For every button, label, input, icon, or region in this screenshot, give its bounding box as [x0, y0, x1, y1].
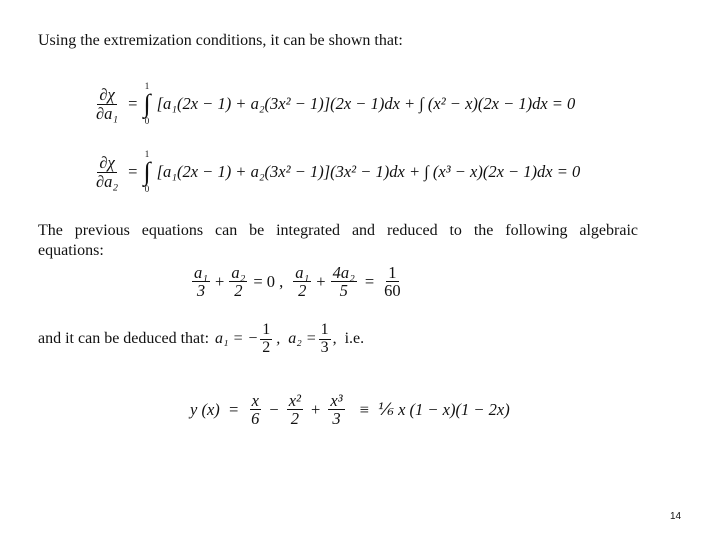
integral-lower-limit: 0	[144, 184, 150, 194]
integral-lower-limit: 0	[144, 116, 150, 126]
deduction-text: and it can be deduced that:	[38, 330, 210, 348]
a2-label: , a₂ =	[276, 330, 317, 348]
derivative-denominator: ∂a₁	[96, 103, 119, 123]
integral-2	[143, 150, 150, 194]
fraction: $\frac{\text{a₂}}{2}$	[231, 263, 246, 301]
plus-sign: +	[316, 271, 326, 291]
final-equation	[190, 392, 510, 428]
equals-sign: =	[364, 271, 375, 291]
a1-value: $\frac{1}{2}$	[262, 321, 271, 356]
integral-upper-limit: 1	[144, 149, 150, 159]
a1-label: a₁ = −	[215, 330, 259, 348]
final-rhs: ≡ ⅙ x (1 − x)(1 − 2x)	[358, 399, 510, 419]
equals-sign: =	[128, 162, 138, 181]
plus-sign: +	[311, 399, 321, 419]
fraction: $\frac{\text{x²}}{2}$	[288, 391, 301, 429]
ie-text: , i.e.	[332, 330, 365, 348]
derivative-numerator: ∂χ	[99, 85, 115, 105]
y-of-x-label: y (x) =	[190, 399, 240, 419]
integral-upper-limit: 1	[144, 81, 150, 91]
paragraph-line-2: equations:	[38, 242, 104, 259]
equation-2-body: [a₁(2x − 1) + a₂(3x² − 1)](3x² − 1)dx + ∫ (x³ − x)(2x − 1)dx = 0	[156, 162, 581, 181]
equation-1-body: [a₁(2x − 1) + a₂(3x² − 1)](2x − 1)dx + ∫ (x² − x)(2x − 1)dx = 0	[156, 94, 576, 113]
paragraph-line-1: The previous equations can be integrated and reduced to the following algebraic	[38, 222, 638, 239]
algebraic-equations	[190, 264, 405, 300]
equation-1	[92, 80, 575, 128]
minus-sign: −	[269, 399, 279, 419]
equation-separator: = 0 ,	[253, 271, 284, 291]
integral-sign-icon: ∫	[143, 89, 151, 118]
integral-1	[143, 82, 150, 126]
derivative-denominator: ∂a₂	[96, 171, 119, 191]
fraction: $\frac{\text{a₁}}{3}$	[194, 263, 208, 301]
fraction: $\frac{\text{x³}}{3}$	[330, 391, 343, 429]
fraction: $\frac{x}{6}$	[251, 391, 260, 429]
fraction: $\frac{\text{a₁}}{2}$	[295, 263, 310, 301]
intro-text: Using the extremization conditions, it can be shown that:	[38, 32, 403, 49]
integral-sign-icon: ∫	[143, 157, 151, 186]
derivative-numerator: ∂χ	[99, 153, 115, 173]
equation-2	[92, 148, 580, 196]
partial-derivative-1	[94, 86, 120, 122]
a2-value: $\frac{1}{3}$	[320, 321, 329, 356]
deduction-line	[38, 322, 364, 357]
fraction: $\frac{\text{4a₂}}{5}$	[332, 263, 355, 301]
page-number: 14	[670, 511, 682, 522]
equals-sign: =	[128, 94, 138, 113]
plus-sign: +	[215, 271, 225, 291]
fraction: $\frac{1}{60}$	[384, 263, 401, 301]
partial-derivative-2	[94, 154, 120, 190]
